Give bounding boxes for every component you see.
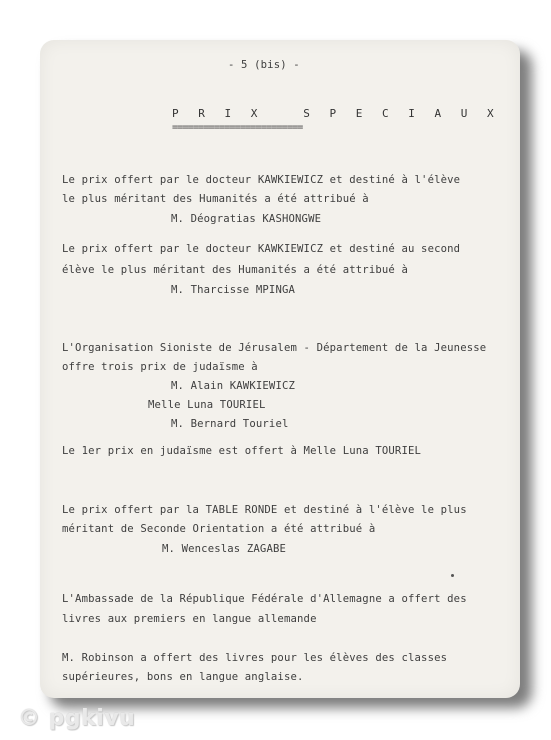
paragraph-5-line-1: Le prix offert par la TABLE RONDE et destiné à l'élève le plus [62, 504, 467, 516]
recipient-zagabe: M. Wenceslas ZAGABE [162, 543, 287, 555]
document-page [40, 40, 520, 698]
recipient-luna-touriel: Melle Luna TOURIEL [148, 399, 266, 411]
paragraph-4-line-1: Le 1er prix en judaïsme est offert à Melle Luna TOURIEL [62, 445, 422, 457]
paragraph-7-line-2: supérieures, bons en langue anglaise. [62, 671, 304, 683]
paragraph-3-line-2: offre trois prix de judaïsme à [62, 361, 258, 373]
paragraph-1-line-2: le plus méritant des Humanités a été attribué à [62, 193, 369, 205]
paragraph-7-line-1: M. Robinson a offert des livres pour les élèves des classes [62, 652, 448, 664]
paragraph-1-line-1: Le prix offert par le docteur KAWKIEWICZ et destiné à l'élève [62, 174, 461, 186]
paragraph-2-line-2: élève le plus méritant des Humanités a été attribué à [62, 264, 408, 276]
recipient-bernard-touriel: M. Bernard Touriel [171, 418, 289, 430]
paragraph-2-line-1: Le prix offert par le docteur KAWKIEWICZ et destiné au second [62, 243, 461, 255]
page-number: - 5 (bis) - [228, 59, 300, 71]
paragraph-6-line-2: livres aux premiers en langue allemande [62, 613, 317, 625]
recipient-kashongwe: M. Déogratias KASHONGWE [171, 213, 322, 225]
page-title: P R I X S P E C I A U X [172, 107, 501, 120]
title-underline: ========================= [172, 122, 303, 133]
recipient-kawkiewicz: M. Alain KAWKIEWICZ [171, 380, 296, 392]
paragraph-6-line-1: L'Ambassade de la République Fédérale d'Allemagne a offert des [62, 593, 467, 605]
paragraph-3-line-1: L'Organisation Sioniste de Jérusalem - Département de la Jeunesse [62, 342, 487, 354]
paragraph-5-line-2: méritant de Seconde Orientation a été attribué à [62, 523, 376, 535]
watermark: © pgkivu [18, 706, 136, 731]
ink-dot [451, 574, 454, 577]
recipient-mpinga: M. Tharcisse MPINGA [171, 284, 296, 296]
